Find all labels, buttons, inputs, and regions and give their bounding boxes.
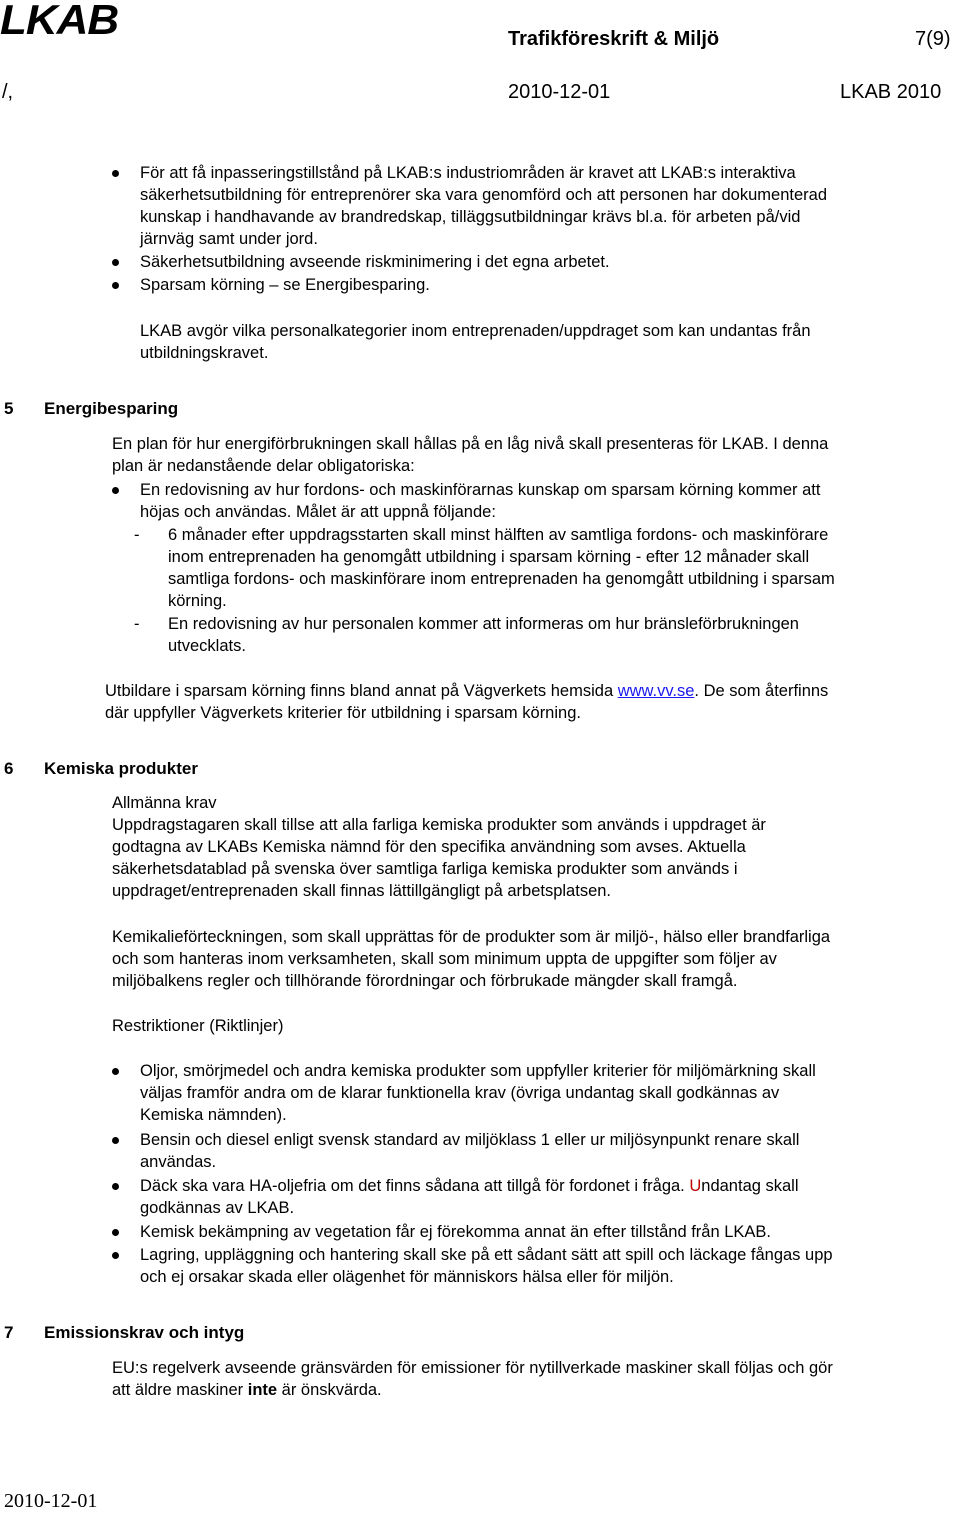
restriction-bullet-line: väljas framför andra om de klarar funktionella krav (övriga undantag skall godkännas av xyxy=(140,1084,780,1102)
intro-bullet2: Säkerhetsutbildning avseende riskminimering i det egna arbetet. xyxy=(140,253,610,271)
bullet-icon xyxy=(112,282,119,289)
energy-bullet-line: höjas och användas. Målet är att uppnå följande: xyxy=(140,503,496,521)
restrictions-heading: Restriktioner (Riktlinjer) xyxy=(112,1017,284,1035)
restriction-bullet-line: Oljor, smörjmedel och andra kemiska produkter som uppfyller kriterier för miljömärkning skall xyxy=(140,1062,816,1080)
bullet-icon xyxy=(112,1229,119,1236)
section-title: Emissionskrav och intyg xyxy=(44,1323,245,1342)
bullet-icon xyxy=(112,1137,119,1144)
dash-item-line: En redovisning av hur personalen kommer att informeras om hur bränsleförbrukningen xyxy=(168,615,799,633)
emission-text: att äldre maskiner xyxy=(112,1381,248,1399)
document-date: 2010-12-01 xyxy=(508,81,611,103)
training-text-end: . De som återfinns xyxy=(694,682,829,700)
chem-para-line: säkerhetsdatablad på svenska över samtliga farliga kemiska produkter som används i xyxy=(112,860,738,878)
restriction-bullet-line: Bensin och diesel enligt svensk standard av miljöklass 1 eller ur miljösynpunkt renare skall xyxy=(140,1131,800,1149)
intro-bullet1-line: För att få inpasseringstillstånd på LKAB:s industriområden är kravet att LKAB:s interaktiva xyxy=(140,164,796,182)
subheading: Allmänna krav xyxy=(112,794,217,812)
bullet-icon xyxy=(112,1183,119,1190)
energy-plan-line: plan är nedanstående delar obligatoriska: xyxy=(112,457,415,475)
intro-bullet1-line: säkerhetsutbildning för entreprenörer ska vara genomförd och att personen har dokumenterad xyxy=(140,186,827,204)
section-title: Kemiska produkter xyxy=(44,759,198,778)
dash-icon: - xyxy=(134,615,140,633)
tyre-text: Däck ska vara HA-oljefria om det finns sådana att tillgå för fordonet i fråga. xyxy=(140,1177,690,1195)
dash-icon: - xyxy=(134,526,140,544)
bullet-icon xyxy=(112,170,119,177)
intro-note-line: LKAB avgör vilka personalkategorier inom entreprenaden/uppdraget som kan undantas från xyxy=(140,322,811,340)
restriction-bullet-line: Kemisk bekämpning av vegetation får ej förekomma annat än efter tillstånd från LKAB. xyxy=(140,1223,772,1241)
dash-item-line: utvecklats. xyxy=(168,637,246,655)
bullet-icon xyxy=(112,1068,119,1075)
emphasis-inte: inte xyxy=(247,1381,278,1399)
section-number: 6 xyxy=(4,759,14,778)
section-title: Energibesparing xyxy=(44,399,179,418)
chem-para-line: Uppdragstagaren skall tillse att alla farliga kemiska produkter som används i uppdraget är xyxy=(112,816,766,834)
intro-note-line: utbildningskravet. xyxy=(140,344,269,362)
restriction-bullet-line xyxy=(140,1175,799,1197)
bullet-icon xyxy=(112,259,119,266)
training-line: där uppfyller Vägverkets kriterier för utbildning i sparsam körning. xyxy=(105,704,581,722)
tyre-text-end: ndantag skall xyxy=(701,1177,799,1195)
chem-para-line: godtagna av LKABs Kemiska nämnd för den specifika användning som avses. Aktuella xyxy=(112,838,746,856)
section-number: 5 xyxy=(4,399,14,418)
intro-bullet1-line: kunskap i handhavande av brandredskap, tilläggsutbildningar krävs bl.a. för arbeten på/vid xyxy=(140,208,801,226)
restriction-bullet-line: och ej orsakar skada eller olägenhet för människors hälsa eller för miljön. xyxy=(140,1268,674,1286)
chem-list-line: och som hanteras inom verksamheten, skall som minimum uppta de uppgifter som följer av xyxy=(112,950,777,968)
document-title: Trafikföreskrift & Miljö xyxy=(508,28,720,50)
document-reference: /, xyxy=(2,81,14,103)
energy-plan-line: En plan för hur energiförbrukningen skall hållas på en låg nivå skall presenteras för LKAB. I denna xyxy=(112,435,829,453)
dash-item-line: 6 månader efter uppdragsstarten skall minst hälften av samtliga fordons- och maskinförare xyxy=(168,526,829,544)
organisation-year: LKAB 2010 xyxy=(840,81,942,103)
page-number: 7(9) xyxy=(915,28,951,50)
emission-line xyxy=(112,1379,382,1401)
training-text: Utbildare i sparsam körning finns bland annat på Vägverkets hemsida xyxy=(105,682,618,700)
restriction-bullet-line: Kemiska nämnden). xyxy=(140,1106,287,1124)
intro-bullet3: Sparsam körning – se Energibesparing. xyxy=(140,276,430,294)
intro-bullet1-line: järnväg samt under jord. xyxy=(140,230,318,248)
red-letter: U xyxy=(689,1177,702,1195)
chem-list-line: Kemikalieförteckningen, som skall upprättas för de produkter som är miljö-, hälso eller brandfarliga xyxy=(112,928,831,946)
training-line xyxy=(105,680,828,702)
dash-item-line: inom entreprenaden ha genomgått utbildning i sparsam körning - efter 12 månader skall xyxy=(168,548,810,566)
dash-item-line: körning. xyxy=(168,592,227,610)
footer-date: 2010-12-01 xyxy=(4,1490,98,1512)
restriction-bullet-line: Lagring, uppläggning och hantering skall ske på ett sådant sätt att spill och läckage fångas upp xyxy=(140,1246,833,1264)
emission-text-end: är önskvärda. xyxy=(277,1381,382,1399)
dash-item-line: samtliga fordons- och maskinförare inom entreprenaden ha genomgått utbildning i sparsam xyxy=(168,570,835,588)
lkab-logo: LKAB xyxy=(0,0,119,44)
chem-para-line: uppdraget/entreprenaden skall finnas lättillgängligt på arbetsplatsen. xyxy=(112,882,612,900)
chem-list-line: miljöbalkens regler och tillhörande förordningar och förbrukade mängder skall framgå. xyxy=(112,972,738,990)
bullet-icon xyxy=(112,487,119,494)
bullet-icon xyxy=(112,1252,119,1259)
section-number: 7 xyxy=(4,1323,14,1342)
emission-line: EU:s regelverk avseende gränsvärden för emissioner för nytillverkade maskiner skall följas och gör xyxy=(112,1359,833,1377)
restriction-bullet-line: godkännas av LKAB. xyxy=(140,1199,295,1217)
restriction-bullet-line: användas. xyxy=(140,1153,217,1171)
energy-bullet-line: En redovisning av hur fordons- och maskinförarnas kunskap om sparsam körning kommer att xyxy=(140,481,821,499)
vagverket-link[interactable]: www.vv.se xyxy=(617,682,695,700)
